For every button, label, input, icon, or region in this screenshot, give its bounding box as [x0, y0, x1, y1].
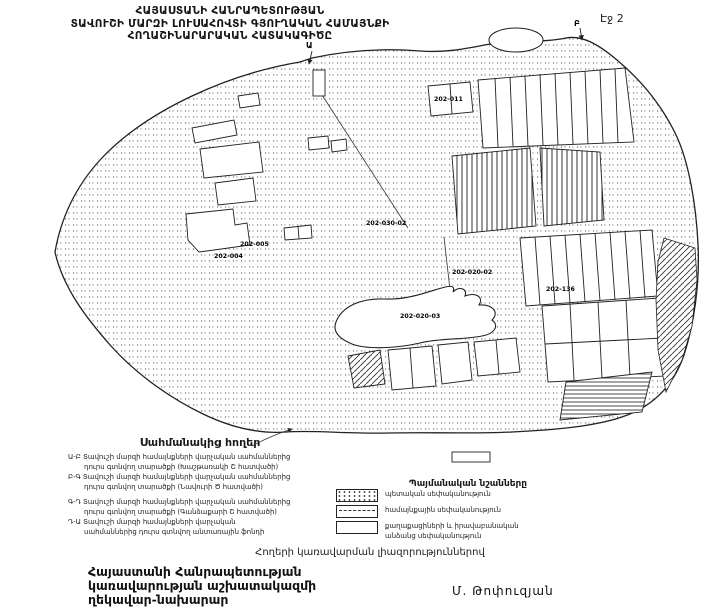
- signature-line-2: կառավարության աշխատակազմի: [88, 578, 317, 593]
- legend-label-line: քաղաքացիների և իրավաբանական: [385, 522, 519, 530]
- legend-swatch-dash: [336, 505, 378, 518]
- legend: [336, 489, 586, 544]
- parcel-label: 202-005: [240, 241, 269, 248]
- map-parcel: [313, 70, 325, 96]
- map-parcel: [388, 346, 436, 390]
- adjacent-land-item: [68, 452, 358, 472]
- parcel-label: 202-011: [434, 96, 463, 103]
- signature-line-1: Հայաստանի Հանրապետության: [88, 564, 302, 579]
- adjacent-land-line: դուրս գտնվող տարածքի (Գանձաքարի Շ հատվածի): [84, 508, 277, 516]
- adjacent-lands-group-2: [68, 497, 358, 537]
- map-parcel: [438, 342, 472, 384]
- adjacent-land-item: [68, 497, 358, 517]
- legend-label: պետական սեփականություն: [385, 490, 491, 498]
- map-parcel: [478, 68, 634, 148]
- map-parcel: [520, 230, 658, 306]
- hatched-blocks: [452, 148, 604, 234]
- adjacent-land-line: Բ-Գ Տավուշի մարզի համայնքների վարչական սահմաններից: [68, 473, 291, 481]
- signature-block: [88, 565, 316, 607]
- legend-swatch-stipple: [336, 489, 378, 502]
- map-oval-feature: [489, 28, 543, 52]
- map-parcel: [331, 139, 347, 152]
- legend-label: համայնքային սեփականություն: [385, 506, 501, 514]
- hatched-strip-far-right: [656, 238, 697, 392]
- adjacent-land-line: Ա-Բ Տավուշի մարզի համայնքների վարչական սահմաններից: [68, 453, 291, 461]
- legend-label-line: անձանց սեփականություն: [385, 531, 482, 540]
- adjacent-land-line: դուրս գտնվող տարածքի (Խաշթառակի Շ հատվածի): [84, 463, 279, 471]
- boundary-marker-letter: Ա: [306, 41, 313, 50]
- legend-item-private: [336, 521, 586, 541]
- legend-item-state: [336, 489, 586, 502]
- parcel-grid-right: [542, 298, 666, 382]
- adjacent-lands-group-1: [68, 452, 358, 492]
- legend-label: [385, 521, 519, 541]
- legend-item-community: [336, 505, 586, 518]
- adjacent-land-line: Գ-Դ Տավուշի մարզի համայնքների վարչական սահմաններից: [68, 498, 291, 506]
- hatched-area: [452, 148, 536, 234]
- signature-line-3: ղեկավար-նախարար: [88, 592, 229, 607]
- boundary-marker-letter: Բ: [574, 19, 580, 28]
- title-line-1: ՀԱՅԱՍՏԱՆԻ ՀԱՆՐԱՊԵՏՈՒԹՅԱՆ: [135, 5, 325, 17]
- adjacent-land-item: [68, 472, 358, 492]
- parcel-label: 202-030-02: [366, 220, 407, 227]
- parcel-label: 202-004: [214, 253, 243, 260]
- map-parcel: [542, 298, 666, 382]
- map-parcel: [238, 93, 260, 108]
- map-title: [20, 5, 440, 43]
- legend-heading: Պայմանական նշանները: [408, 479, 528, 489]
- legend-swatch-blank: [336, 521, 378, 534]
- adjacent-land-line: Դ-Ա Տավուշի մարզի համայնքների վարչական: [68, 518, 236, 526]
- title-line-2: ՏԱՎՈՒՇԻ ՄԱՐԶԻ ԼՈՒՍԱՀՈՎՏԻ ԳՅՈՒՂԱԿԱՆ ՀԱՄԱՅՆՔԻ: [70, 17, 390, 30]
- map-parcel: [474, 338, 520, 376]
- parcel-label: 202-136: [546, 286, 575, 293]
- hatched-area: [540, 148, 604, 226]
- map-parcel: [215, 178, 256, 205]
- title-line-3: ՀՈՂԱՇԻՆԱՐԱՐԱԿԱՆ ՀԱՏԱԿԱԳԻԾԸ: [127, 30, 333, 42]
- adjacent-land-item: [68, 517, 358, 537]
- parcel-label: 202-020-02: [452, 269, 493, 276]
- adjacent-land-line: դուրս գտնվող տարածքի (Նավուրի Ծ հատվածի): [84, 483, 263, 491]
- adjacent-lands-heading: Սահմանակից հողեր: [139, 436, 261, 449]
- map-parcel: [308, 136, 329, 150]
- page-number: Էջ 2: [600, 12, 624, 25]
- parcel-label: 202-020-03: [400, 313, 441, 320]
- signer-name: Մ. Թոփուզյան: [452, 584, 554, 598]
- parcel-columns-right: [520, 230, 658, 306]
- adjacent-land-line: սահմաններից դուրս գտնվող անտառային ֆոնդի: [84, 528, 265, 536]
- parcel-strips-top-right: [478, 68, 634, 148]
- hatched-area: [348, 350, 385, 388]
- map-parcel: [452, 452, 490, 462]
- footer-caption: Հողերի կառավարման լիազորություններով: [255, 547, 485, 558]
